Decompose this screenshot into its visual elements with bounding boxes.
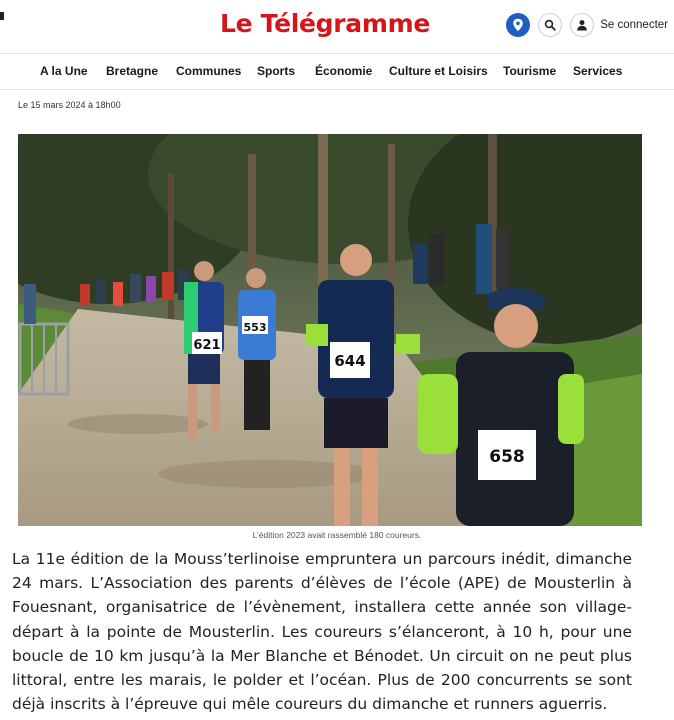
site-header xyxy=(0,0,674,52)
user-icon xyxy=(576,19,588,31)
nav-item-services[interactable]: Services xyxy=(573,64,623,78)
nav-item-a-la-une[interactable]: A la Une xyxy=(40,64,88,78)
nav-item-culture-loisirs[interactable]: Culture et Loisirs xyxy=(389,64,488,78)
publication-date: Le 15 mars 2024 à 18h00 xyxy=(18,100,121,110)
nav-item-bretagne[interactable]: Bretagne xyxy=(106,64,159,78)
nav-item-economie[interactable]: Économie xyxy=(315,64,373,78)
article-body: La 11e édition de la Mouss’terlinoise empruntera un parcours inédit, dimanche 24 mars. L’Association des parents d’élèves de l’école (APE) de Mousterlin à Fouesnant, organisatrice de l’évènement, installera cette année son village-départ à la pointe de Mousterlin. Les coureurs s’élanceront, à 10 h, pour une boucle de 10 km jusqu’à la Mer Blanche et Bénodet. Un circuit on ne peut plus littoral, entre les marais, le polder et l’océan. Plus de 200 concurrents se sont déjà inscrits à l’épreuve qui mêle coureurs du dimanche et runners aguerris. xyxy=(12,550,632,714)
location-pin-icon xyxy=(512,18,524,32)
photo-caption: L’édition 2023 avait rassemblé 180 coureurs. xyxy=(252,530,422,540)
nav-item-sports[interactable]: Sports xyxy=(257,64,296,78)
search-icon xyxy=(544,19,556,31)
main-nav xyxy=(0,64,674,82)
account-button[interactable] xyxy=(570,13,594,37)
location-button[interactable] xyxy=(506,13,530,37)
site-logo[interactable]: Le Télégramme xyxy=(219,9,431,38)
bib-number: 658 xyxy=(489,447,525,467)
header-divider xyxy=(0,53,674,54)
nav-item-communes[interactable]: Communes xyxy=(176,64,242,78)
nav-divider xyxy=(0,89,674,90)
login-link[interactable]: Se connecter xyxy=(600,19,668,31)
article-photo[interactable] xyxy=(18,134,642,526)
search-button[interactable] xyxy=(538,13,562,37)
bib-number: 621 xyxy=(193,338,221,353)
nav-item-tourisme[interactable]: Tourisme xyxy=(503,64,557,78)
bib-number: 644 xyxy=(334,352,366,370)
header-actions xyxy=(506,13,668,37)
bib-number: 553 xyxy=(243,321,267,334)
